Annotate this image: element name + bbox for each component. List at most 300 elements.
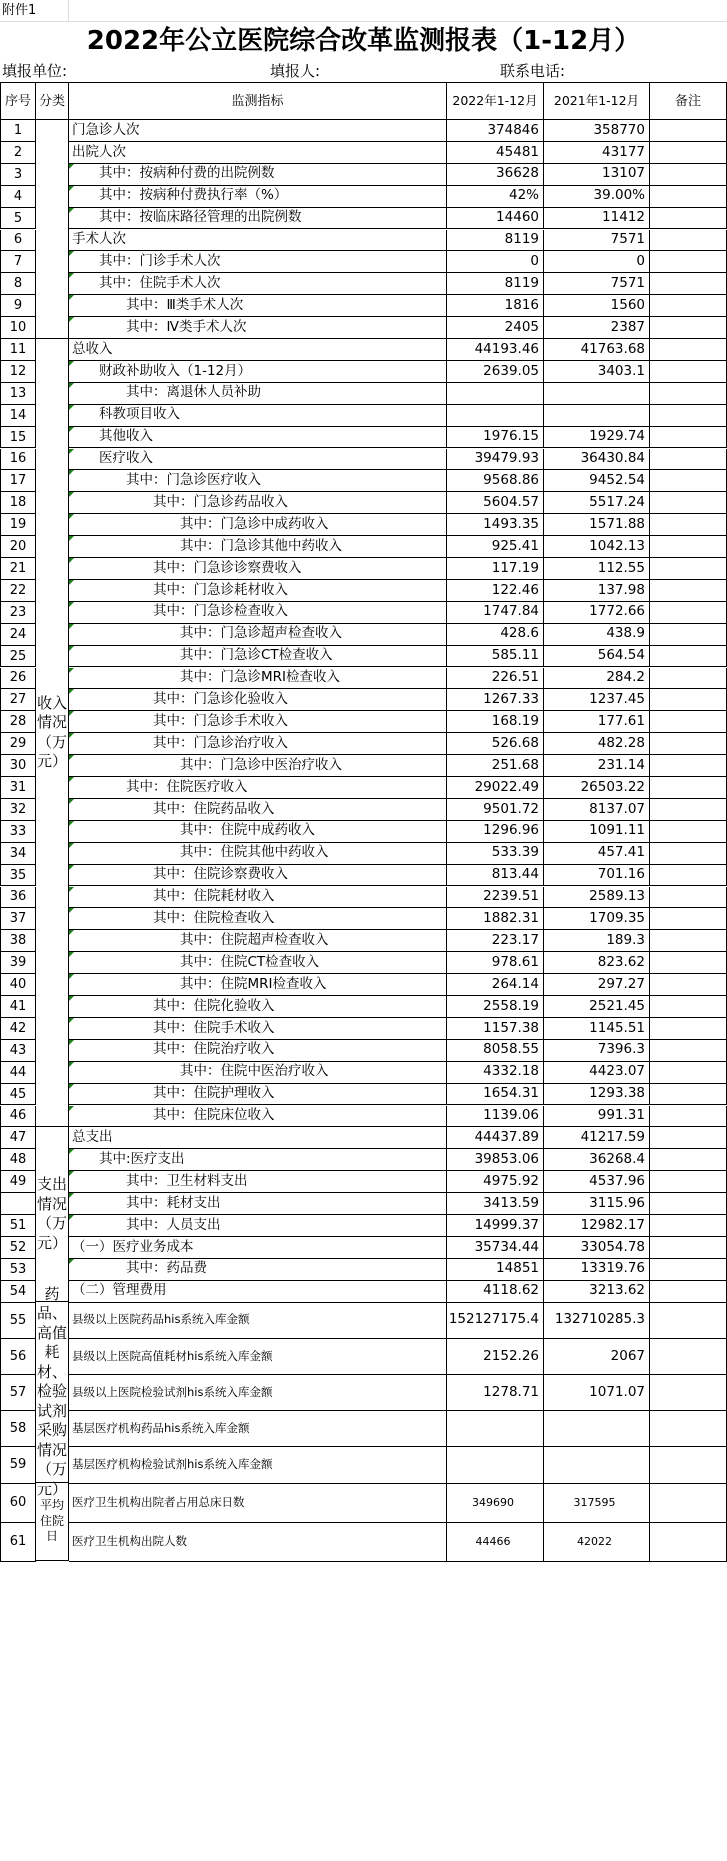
note-cell <box>650 1040 727 1062</box>
value-2021: 112.55 <box>544 558 650 580</box>
value-2021: 1709.35 <box>544 908 650 930</box>
value-2021: 457.41 <box>544 843 650 865</box>
value-2022: 29022.49 <box>447 777 544 799</box>
value-2021: 26503.22 <box>544 777 650 799</box>
value-2021: 3403.1 <box>544 361 650 383</box>
note-cell <box>650 514 727 536</box>
note-cell <box>650 1303 727 1339</box>
value-2022: 14460 <box>447 208 544 230</box>
value-2022: 152127175.4 <box>447 1303 544 1339</box>
row-number: 25 <box>0 646 36 668</box>
row-number: 26 <box>0 668 36 690</box>
value-2021: 36268.4 <box>544 1149 650 1171</box>
indicator-label: 其中：门急诊医疗收入 <box>69 470 447 492</box>
value-2021: 1772.66 <box>544 602 650 624</box>
row-number: 16 <box>0 449 36 471</box>
indicator-label: 其中：住院床位收入 <box>69 1106 447 1128</box>
value-2022: 122.46 <box>447 580 544 602</box>
indicator-label: 其中：门诊手术人次 <box>69 251 447 273</box>
header-category: 分类 <box>36 82 69 120</box>
row-number: 46 <box>0 1106 36 1128</box>
value-2022: 813.44 <box>447 865 544 887</box>
note-cell <box>650 405 727 427</box>
header-no: 序号 <box>0 82 36 120</box>
indicator-label: 其中:医疗支出 <box>69 1149 447 1171</box>
value-2022: 3413.59 <box>447 1193 544 1215</box>
note-cell <box>650 142 727 164</box>
row-number: 52 <box>0 1237 36 1259</box>
indicator-label: （二）管理费用 <box>69 1281 447 1303</box>
indicator-label: 手术人次 <box>69 230 447 252</box>
row-number: 3 <box>0 164 36 186</box>
value-2022: 2639.05 <box>447 361 544 383</box>
value-2022: 36628 <box>447 164 544 186</box>
value-2021: 1560 <box>544 295 650 317</box>
value-2021 <box>544 383 650 405</box>
indicator-label: 其中：住院中成药收入 <box>69 821 447 843</box>
note-cell <box>650 974 727 996</box>
note-cell <box>650 164 727 186</box>
value-2022: 168.19 <box>447 711 544 733</box>
indicator-label: 其中：住院药品收入 <box>69 799 447 821</box>
value-2021: 438.9 <box>544 624 650 646</box>
indicator-label: 其中：Ⅳ类手术人次 <box>69 317 447 339</box>
row-number: 60 <box>0 1484 36 1523</box>
value-2022: 1816 <box>447 295 544 317</box>
row-number: 5 <box>0 208 36 230</box>
attachment-label: 附件1 <box>2 3 37 18</box>
indicator-label: 县级以上医院高值耗材his系统入库金额 <box>69 1339 447 1375</box>
value-2021: 42022 <box>544 1523 650 1562</box>
indicator-label: 其中：门急诊CT检查收入 <box>69 646 447 668</box>
value-2021: 0 <box>544 251 650 273</box>
value-2022: 428.6 <box>447 624 544 646</box>
value-2022: 9501.72 <box>447 799 544 821</box>
row-number: 41 <box>0 996 36 1018</box>
value-2022: 374846 <box>447 120 544 142</box>
value-2021: 1293.38 <box>544 1084 650 1106</box>
note-cell <box>650 755 727 777</box>
note-cell <box>650 1127 727 1149</box>
indicator-label: 其中：门急诊诊察费收入 <box>69 558 447 580</box>
value-2022: 2239.51 <box>447 887 544 909</box>
value-2022: 4975.92 <box>447 1171 544 1193</box>
value-2021: 43177 <box>544 142 650 164</box>
indicator-label: 其中：门急诊检查收入 <box>69 602 447 624</box>
row-number: 10 <box>0 317 36 339</box>
value-2022: 925.41 <box>447 536 544 558</box>
row-number: 15 <box>0 427 36 449</box>
row-number: 45 <box>0 1084 36 1106</box>
indicator-label: 其中：卫生材料支出 <box>69 1171 447 1193</box>
row-number <box>0 1193 36 1215</box>
value-2021: 1237.45 <box>544 689 650 711</box>
value-2021: 12982.17 <box>544 1215 650 1237</box>
note-cell <box>650 361 727 383</box>
note-cell <box>650 930 727 952</box>
value-2021: 701.16 <box>544 865 650 887</box>
row-number: 31 <box>0 777 36 799</box>
value-2021: 3115.96 <box>544 1193 650 1215</box>
value-2021: 7396.3 <box>544 1040 650 1062</box>
note-cell <box>650 317 727 339</box>
row-number: 28 <box>0 711 36 733</box>
value-2022: 9568.86 <box>447 470 544 492</box>
value-2022: 978.61 <box>447 952 544 974</box>
fill-unit-label: 填报单位: <box>2 61 68 80</box>
value-2022: 8119 <box>447 273 544 295</box>
value-2022: 42% <box>447 186 544 208</box>
note-cell <box>650 536 727 558</box>
row-number: 40 <box>0 974 36 996</box>
value-2022: 8058.55 <box>447 1040 544 1062</box>
row-number: 6 <box>0 230 36 252</box>
value-2022: 44437.89 <box>447 1127 544 1149</box>
indicator-label: 总支出 <box>69 1127 447 1149</box>
indicator-label: 其中：住院中医治疗收入 <box>69 1062 447 1084</box>
note-cell <box>650 668 727 690</box>
note-cell <box>650 865 727 887</box>
note-cell <box>650 1259 727 1281</box>
indicator-label: 科教项目收入 <box>69 405 447 427</box>
value-2022: 44466 <box>447 1523 544 1562</box>
row-number: 56 <box>0 1339 36 1375</box>
indicator-label: 财政补助收入（1-12月） <box>69 361 447 383</box>
row-number: 20 <box>0 536 36 558</box>
value-2021: 823.62 <box>544 952 650 974</box>
indicator-label: 其中：门急诊MRI检查收入 <box>69 668 447 690</box>
note-cell <box>650 208 727 230</box>
row-number: 32 <box>0 799 36 821</box>
value-2022: 1654.31 <box>447 1084 544 1106</box>
note-cell <box>650 470 727 492</box>
row-number: 43 <box>0 1040 36 1062</box>
note-cell <box>650 427 727 449</box>
note-cell <box>650 492 727 514</box>
value-2022: 117.19 <box>447 558 544 580</box>
indicator-label: （一）医疗业务成本 <box>69 1237 447 1259</box>
value-2021: 2521.45 <box>544 996 650 1018</box>
row-number: 30 <box>0 755 36 777</box>
value-2022: 1747.84 <box>447 602 544 624</box>
note-cell <box>650 1215 727 1237</box>
value-2022: 1278.71 <box>447 1375 544 1411</box>
value-2021: 7571 <box>544 273 650 295</box>
indicator-label: 其中：住院化验收入 <box>69 996 447 1018</box>
value-2021: 284.2 <box>544 668 650 690</box>
indicator-label: 其中：门急诊药品收入 <box>69 492 447 514</box>
value-2021: 564.54 <box>544 646 650 668</box>
note-cell <box>650 1237 727 1259</box>
value-2022: 4118.62 <box>447 1281 544 1303</box>
value-2022: 251.68 <box>447 755 544 777</box>
value-2022: 4332.18 <box>447 1062 544 1084</box>
value-2022: 0 <box>447 251 544 273</box>
note-cell <box>650 821 727 843</box>
value-2021: 41217.59 <box>544 1127 650 1149</box>
indicator-label: 基层医疗机构药品his系统入库金额 <box>69 1411 447 1447</box>
value-2021 <box>544 1447 650 1483</box>
row-number: 58 <box>0 1411 36 1447</box>
value-2021: 1571.88 <box>544 514 650 536</box>
note-cell <box>650 120 727 142</box>
indicator-label: 其中：住院其他中药收入 <box>69 843 447 865</box>
note-cell <box>650 689 727 711</box>
value-2022: 1493.35 <box>447 514 544 536</box>
note-cell <box>650 251 727 273</box>
row-number: 54 <box>0 1281 36 1303</box>
indicator-label: 其中：门急诊中医治疗收入 <box>69 755 447 777</box>
note-cell <box>650 602 727 624</box>
value-2021: 4537.96 <box>544 1171 650 1193</box>
indicator-label: 其中：离退休人员补助 <box>69 383 447 405</box>
note-cell <box>650 1339 727 1375</box>
row-number: 1 <box>0 120 36 142</box>
note-cell <box>650 711 727 733</box>
row-number: 38 <box>0 930 36 952</box>
value-2022 <box>447 1447 544 1483</box>
indicator-label: 其中：住院CT检查收入 <box>69 952 447 974</box>
indicator-label: 总收入 <box>69 339 447 361</box>
value-2022: 14999.37 <box>447 1215 544 1237</box>
value-2021 <box>544 405 650 427</box>
value-2022 <box>447 1411 544 1447</box>
indicator-label: 门急诊人次 <box>69 120 447 142</box>
value-2021: 358770 <box>544 120 650 142</box>
value-2022: 533.39 <box>447 843 544 865</box>
indicator-label: 医疗卫生机构出院人数 <box>69 1523 447 1562</box>
note-cell <box>650 449 727 471</box>
report-title: 2022年公立医院综合改革监测报表（1-12月） <box>86 26 641 56</box>
value-2021: 2387 <box>544 317 650 339</box>
note-cell <box>650 1149 727 1171</box>
value-2021: 482.28 <box>544 733 650 755</box>
note-cell <box>650 273 727 295</box>
fill-person-label: 填报人: <box>270 61 321 80</box>
value-2022 <box>447 405 544 427</box>
value-2021: 3213.62 <box>544 1281 650 1303</box>
note-cell <box>650 1062 727 1084</box>
value-2021: 137.98 <box>544 580 650 602</box>
value-2021: 189.3 <box>544 930 650 952</box>
value-2022: 35734.44 <box>447 1237 544 1259</box>
note-cell <box>650 1018 727 1040</box>
row-number: 44 <box>0 1062 36 1084</box>
indicator-label: 其中：按临床路径管理的出院例数 <box>69 208 447 230</box>
category-avg-stay: 平均住院日 <box>36 1483 69 1561</box>
note-cell <box>650 1523 727 1562</box>
indicator-label: 县级以上医院药品his系统入库金额 <box>69 1303 447 1339</box>
indicator-label: 县级以上医院检验试剂his系统入库金额 <box>69 1375 447 1411</box>
value-2021: 13319.76 <box>544 1259 650 1281</box>
header-indicator: 监测指标 <box>69 82 447 120</box>
value-2022: 2405 <box>447 317 544 339</box>
row-number: 9 <box>0 295 36 317</box>
indicator-label: 其中：门急诊手术收入 <box>69 711 447 733</box>
indicator-label: 其中：Ⅲ类手术人次 <box>69 295 447 317</box>
row-number: 48 <box>0 1149 36 1171</box>
value-2022: 5604.57 <box>447 492 544 514</box>
row-number: 33 <box>0 821 36 843</box>
row-number: 4 <box>0 186 36 208</box>
row-number: 18 <box>0 492 36 514</box>
value-2021: 1042.13 <box>544 536 650 558</box>
note-cell <box>650 186 727 208</box>
value-2022: 264.14 <box>447 974 544 996</box>
value-2022: 226.51 <box>447 668 544 690</box>
note-cell <box>650 777 727 799</box>
note-cell <box>650 1171 727 1193</box>
indicator-label: 其中：门急诊耗材收入 <box>69 580 447 602</box>
value-2022: 2152.26 <box>447 1339 544 1375</box>
note-cell <box>650 1084 727 1106</box>
row-number: 59 <box>0 1447 36 1483</box>
value-2021: 41763.68 <box>544 339 650 361</box>
value-2021: 231.14 <box>544 755 650 777</box>
indicator-label: 其中：住院治疗收入 <box>69 1040 447 1062</box>
note-cell <box>650 646 727 668</box>
indicator-label: 其中：按病种付费的出院例数 <box>69 164 447 186</box>
category-income: 收入情况（万元） <box>36 339 69 1127</box>
value-2022 <box>447 383 544 405</box>
note-cell <box>650 799 727 821</box>
value-2022: 1296.96 <box>447 821 544 843</box>
value-2021: 317595 <box>544 1484 650 1523</box>
row-number: 27 <box>0 689 36 711</box>
row-number: 47 <box>0 1127 36 1149</box>
note-cell <box>650 339 727 361</box>
row-number: 57 <box>0 1375 36 1411</box>
note-cell <box>650 1447 727 1483</box>
row-number: 53 <box>0 1259 36 1281</box>
value-2022: 1157.38 <box>447 1018 544 1040</box>
row-number: 21 <box>0 558 36 580</box>
category-purchase: 药品、高值耗材、检验试剂采购情况（万元） <box>37 1284 68 1498</box>
indicator-label: 其中：耗材支出 <box>69 1193 447 1215</box>
indicator-label: 基层医疗机构检验试剂his系统入库金额 <box>69 1447 447 1483</box>
value-2021: 1145.51 <box>544 1018 650 1040</box>
note-cell <box>650 1411 727 1447</box>
indicator-label: 其中：门急诊中成药收入 <box>69 514 447 536</box>
note-cell <box>650 887 727 909</box>
value-2021: 8137.07 <box>544 799 650 821</box>
note-cell <box>650 1281 727 1303</box>
value-2021: 177.61 <box>544 711 650 733</box>
value-2021: 1929.74 <box>544 427 650 449</box>
row-number: 42 <box>0 1018 36 1040</box>
value-2021: 132710285.3 <box>544 1303 650 1339</box>
value-2022: 44193.46 <box>447 339 544 361</box>
value-2022: 1976.15 <box>447 427 544 449</box>
note-cell <box>650 1106 727 1128</box>
note-cell <box>650 580 727 602</box>
value-2022: 2558.19 <box>447 996 544 1018</box>
value-2022: 1139.06 <box>447 1106 544 1128</box>
value-2021: 2067 <box>544 1339 650 1375</box>
row-number: 8 <box>0 273 36 295</box>
row-number: 11 <box>0 339 36 361</box>
row-number: 36 <box>0 887 36 909</box>
indicator-label: 其中：住院手术人次 <box>69 273 447 295</box>
value-2021: 991.31 <box>544 1106 650 1128</box>
note-cell <box>650 908 727 930</box>
note-cell <box>650 230 727 252</box>
indicator-label: 其中：住院护理收入 <box>69 1084 447 1106</box>
value-2022: 45481 <box>447 142 544 164</box>
indicator-label: 其中：药品费 <box>69 1259 447 1281</box>
indicator-label: 其中：住院耗材收入 <box>69 887 447 909</box>
indicator-label: 医疗卫生机构出院者占用总床日数 <box>69 1484 447 1523</box>
indicator-label: 其中：门急诊治疗收入 <box>69 733 447 755</box>
category-cell-general <box>36 120 69 339</box>
indicator-label: 医疗收入 <box>69 449 447 471</box>
row-number: 55 <box>0 1303 36 1339</box>
indicator-label: 其中：住院手术收入 <box>69 1018 447 1040</box>
note-cell <box>650 383 727 405</box>
value-2022: 39479.93 <box>447 449 544 471</box>
note-cell <box>650 1375 727 1411</box>
note-cell <box>650 733 727 755</box>
value-2021: 1091.11 <box>544 821 650 843</box>
row-number: 19 <box>0 514 36 536</box>
note-cell <box>650 996 727 1018</box>
value-2021: 1071.07 <box>544 1375 650 1411</box>
contact-phone-label: 联系电话: <box>500 61 566 80</box>
value-2021: 297.27 <box>544 974 650 996</box>
indicator-label: 其中：门急诊其他中药收入 <box>69 536 447 558</box>
value-2021 <box>544 1411 650 1447</box>
value-2021: 33054.78 <box>544 1237 650 1259</box>
row-number: 13 <box>0 383 36 405</box>
note-cell <box>650 1484 727 1523</box>
value-2021: 9452.54 <box>544 470 650 492</box>
indicator-label: 出院人次 <box>69 142 447 164</box>
header-note: 备注 <box>650 82 727 120</box>
row-number: 12 <box>0 361 36 383</box>
row-number: 34 <box>0 843 36 865</box>
value-2022: 223.17 <box>447 930 544 952</box>
value-2021: 5517.24 <box>544 492 650 514</box>
category-expense: 支出情况（万元） <box>36 1127 69 1302</box>
header-2021: 2021年1-12月 <box>544 82 650 120</box>
value-2021: 2589.13 <box>544 887 650 909</box>
note-cell <box>650 1193 727 1215</box>
row-number: 37 <box>0 908 36 930</box>
row-number: 49 <box>0 1171 36 1193</box>
indicator-label: 其中：门急诊化验收入 <box>69 689 447 711</box>
value-2022: 1882.31 <box>447 908 544 930</box>
note-cell <box>650 952 727 974</box>
row-number: 22 <box>0 580 36 602</box>
indicator-label: 其中：按病种付费执行率（%） <box>69 186 447 208</box>
value-2022: 14851 <box>447 1259 544 1281</box>
row-number: 61 <box>0 1523 36 1562</box>
indicator-label: 其中：住院检查收入 <box>69 908 447 930</box>
indicator-label: 其中：住院医疗收入 <box>69 777 447 799</box>
value-2022: 585.11 <box>447 646 544 668</box>
row-number: 24 <box>0 624 36 646</box>
indicator-label: 其中：人员支出 <box>69 1215 447 1237</box>
indicator-label: 其中：住院MRI检查收入 <box>69 974 447 996</box>
indicator-label: 其中：住院诊察费收入 <box>69 865 447 887</box>
indicator-label: 其中：门急诊超声检查收入 <box>69 624 447 646</box>
value-2021: 13107 <box>544 164 650 186</box>
row-number: 35 <box>0 865 36 887</box>
value-2022: 526.68 <box>447 733 544 755</box>
row-number: 51 <box>0 1215 36 1237</box>
row-number: 7 <box>0 251 36 273</box>
row-number: 14 <box>0 405 36 427</box>
